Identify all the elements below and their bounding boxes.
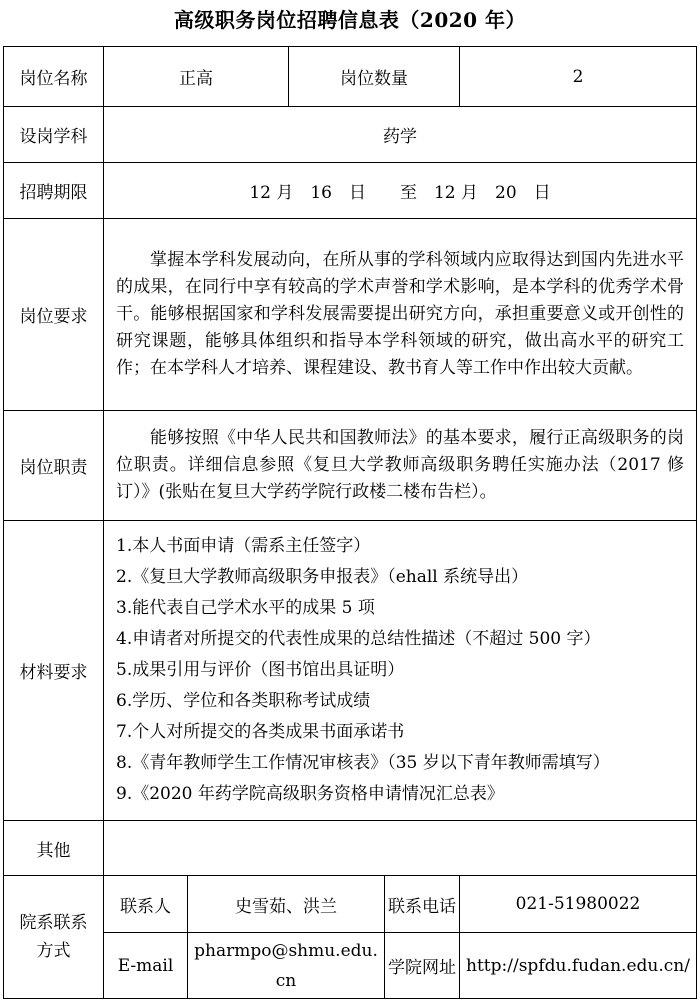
- list-item: 5.成果引用与评价（图书馆出具证明）: [116, 660, 405, 680]
- position-count-label: 岗位数量: [289, 47, 460, 107]
- contact-person-label: 联系人: [104, 876, 188, 933]
- row-materials: [4, 521, 697, 821]
- email-value[interactable]: pharmpo@shmu.edu.cn: [194, 940, 378, 991]
- position-name-value: 正高: [104, 47, 289, 107]
- materials-label: 材料要求: [4, 521, 104, 821]
- list-item: 7.个人对所提交的各类成果书面承诺书: [116, 722, 405, 742]
- requirements-text: 掌握本学科发展动向，在所从事的学科领域内应取得达到国内先进水平的成果，在同行中享有较高的学术声誉和学术影响，是本学科的优秀学术骨干。能够根据国家和学科发展需要提出研究方向，承担重要意义或开创性的研究课题，能够具体组织和指导本学科领域的研究，做出高水平的研究工作；在本学科人才培养、课程建设、教书育人等工作中作出较大贡献。: [116, 250, 684, 378]
- list-item: 3.能代表自己学术水平的成果 5 项: [116, 598, 375, 618]
- row-discipline: [4, 107, 697, 163]
- contact-label: [4, 876, 104, 999]
- list-item: 6.学历、学位和各类职称考试成绩: [116, 691, 371, 711]
- row-contact-person: [4, 876, 697, 933]
- materials-cell: [104, 521, 697, 821]
- requirements-cell: [104, 219, 697, 411]
- other-label: 其他: [4, 821, 104, 876]
- duties-text: 能够按照《中华人民共和国教师法》的基本要求，履行正高级职务的岗位职责。详细信息参照《复旦大学教师高级职务聘任实施办法（2017 修订）》(张贴在复旦大学药学院行政楼二楼布告栏）。: [116, 428, 684, 502]
- list-item: 8.《青年教师学生工作情况审核表》（35 岁以下青年教师需填写）: [116, 753, 610, 773]
- list-item: 9.《2020 年药学院高级职务资格申请情况汇总表》: [116, 784, 504, 804]
- row-duties: [4, 411, 697, 521]
- deadline-value: 12 月 16 日 至 12 月 20 日: [104, 163, 697, 219]
- email-label: E-mail: [104, 933, 188, 999]
- row-contact-email: [4, 933, 697, 999]
- requirements-label: 岗位要求: [4, 219, 104, 411]
- duties-cell: [104, 411, 697, 521]
- email-cell: [188, 933, 385, 999]
- list-item: 4.申请者对所提交的代表性成果的总结性描述（不超过 500 字）: [116, 629, 601, 649]
- position-count-value: 2: [460, 47, 697, 107]
- contact-label-line1: 院系联系: [19, 913, 88, 933]
- other-value: [104, 821, 697, 876]
- contact-person-value: 史雪茹、洪兰: [188, 876, 385, 933]
- duties-label: 岗位职责: [4, 411, 104, 521]
- position-name-label: 岗位名称: [4, 47, 104, 107]
- deadline-label: 招聘期限: [4, 163, 104, 219]
- materials-list: [104, 525, 696, 816]
- row-other: [4, 821, 697, 876]
- contact-phone-label: 联系电话: [385, 876, 460, 933]
- row-position: [4, 47, 697, 107]
- row-deadline: [4, 163, 697, 219]
- list-item: 1.本人书面申请（需系主任签字）: [116, 536, 371, 556]
- recruitment-info-table: [3, 46, 697, 999]
- discipline-label: 设岗学科: [4, 107, 104, 163]
- page-title: 高级职务岗位招聘信息表（2020 年）: [173, 8, 527, 32]
- row-requirements: [4, 219, 697, 411]
- list-item: 2.《复旦大学教师高级职务申报表》（ehall 系统导出）: [116, 567, 529, 587]
- website-value[interactable]: http://spfdu.fudan.edu.cn/: [460, 933, 697, 999]
- contact-phone-value: 021-51980022: [460, 876, 697, 933]
- contact-label-line2: 方式: [36, 941, 71, 961]
- discipline-value: 药学: [104, 107, 697, 163]
- website-label: 学院网址: [385, 933, 460, 999]
